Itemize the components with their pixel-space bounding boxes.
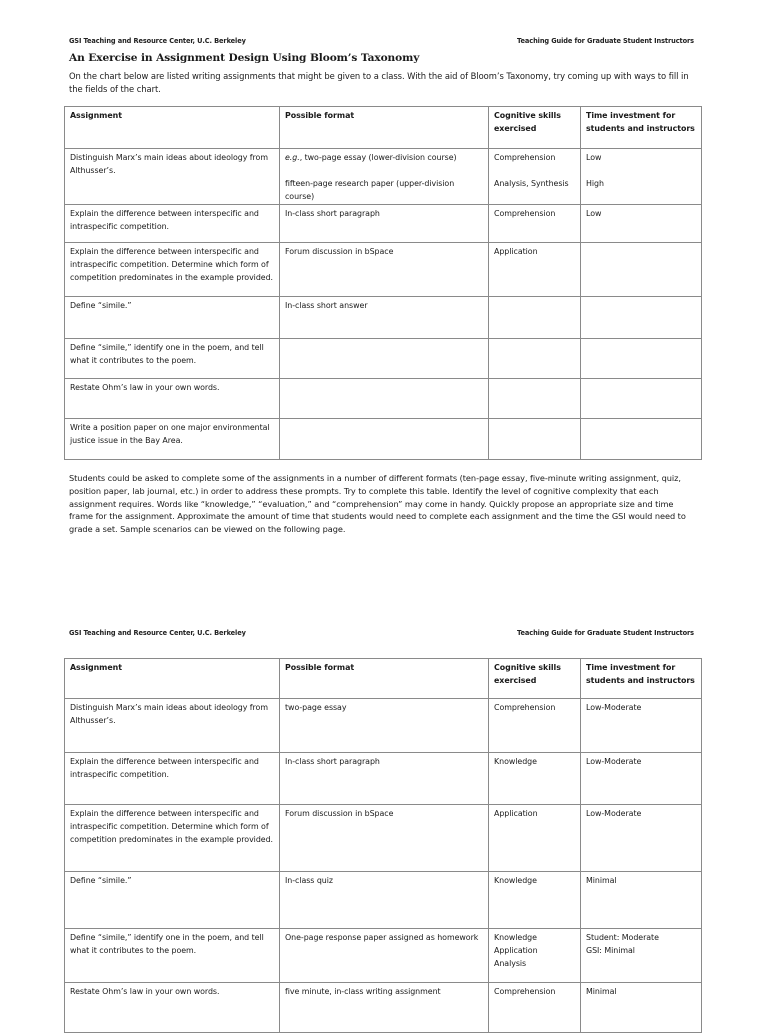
format-cell: two-page essay bbox=[280, 699, 489, 753]
time-cell bbox=[581, 418, 702, 459]
format-cell bbox=[280, 378, 489, 418]
skills-cell bbox=[489, 149, 581, 205]
assignment-cell: Define “simile.” bbox=[65, 296, 280, 338]
assignment-cell: Restate Ohm’s law in your own words. bbox=[65, 378, 280, 418]
time-cell bbox=[581, 296, 702, 338]
time-cell: Minimal bbox=[581, 983, 702, 1033]
skills-cell: Knowledge Application Analysis bbox=[489, 929, 581, 983]
assignment-table-1 bbox=[64, 106, 702, 460]
page-title: An Exercise in Assignment Design Using Bloom’s Taxonomy bbox=[69, 52, 420, 64]
table-row bbox=[65, 296, 702, 338]
skills-cell: Application bbox=[489, 805, 581, 872]
format-cell: In-class quiz bbox=[280, 872, 489, 929]
format-cell: five minute, in-class writing assignment bbox=[280, 983, 489, 1033]
format-cell: Forum discussion in bSpace bbox=[280, 242, 489, 296]
format-cell bbox=[280, 418, 489, 459]
skills-cell: Application bbox=[489, 242, 581, 296]
skills-text: Comprehension bbox=[494, 153, 556, 162]
format-text: , two-page essay (lower-division course) bbox=[299, 153, 457, 162]
table-row bbox=[65, 929, 702, 983]
intro-text: On the chart below are listed writing assignments that might be given to a class. With the aid of Bloom’s Taxonomy, try coming up with ways to fill in the fields of the chart. bbox=[69, 71, 689, 95]
skills-cell: Comprehension bbox=[489, 204, 581, 242]
column-header: Possible format bbox=[280, 659, 489, 699]
table-row bbox=[65, 149, 702, 205]
skills-cell bbox=[489, 378, 581, 418]
time-cell bbox=[581, 338, 702, 378]
skills-cell: Comprehension bbox=[489, 699, 581, 753]
time-cell: Student: Moderate GSI: Minimal bbox=[581, 929, 702, 983]
skills-cell: Knowledge bbox=[489, 753, 581, 805]
column-header: Assignment bbox=[65, 659, 280, 699]
column-header: Possible format bbox=[280, 107, 489, 149]
table-header-row bbox=[65, 659, 702, 699]
assignment-cell: Define “simile.” bbox=[65, 872, 280, 929]
assignment-cell: Explain the difference between interspecific and intraspecific competition. bbox=[65, 204, 280, 242]
format-cell bbox=[280, 149, 489, 205]
table-row bbox=[65, 699, 702, 753]
table-row bbox=[65, 983, 702, 1033]
assignment-cell: Define “simile,” identify one in the poem, and tell what it contributes to the poem. bbox=[65, 338, 280, 378]
format-emphasis: e.g. bbox=[285, 153, 300, 162]
time-cell: Low-Moderate bbox=[581, 699, 702, 753]
time-cell bbox=[581, 378, 702, 418]
table-row bbox=[65, 378, 702, 418]
page1-header bbox=[69, 37, 694, 45]
table-row bbox=[65, 418, 702, 459]
column-header: Time investment for students and instructors bbox=[581, 659, 702, 699]
table-row bbox=[65, 204, 702, 242]
assignment-cell: Explain the difference between interspecific and intraspecific competition. Determine which form of competition predominates in the example provided. bbox=[65, 805, 280, 872]
skills-text-2: Analysis, Synthesis bbox=[494, 179, 569, 189]
assignment-cell: Distinguish Marx’s main ideas about ideology from Althusser’s. bbox=[65, 149, 280, 205]
time-cell bbox=[581, 242, 702, 296]
time-cell bbox=[581, 149, 702, 205]
header-left: GSI Teaching and Resource Center, U.C. Berkeley bbox=[69, 629, 246, 637]
column-header: Time investment for students and instructors bbox=[581, 107, 702, 149]
format-cell: In-class short paragraph bbox=[280, 204, 489, 242]
table-row bbox=[65, 805, 702, 872]
time-text-2: High bbox=[586, 179, 604, 189]
skills-cell bbox=[489, 418, 581, 459]
assignment-cell: Explain the difference between interspecific and intraspecific competition. Determine which form of competition predominates in the example provided. bbox=[65, 242, 280, 296]
format-cell: In-class short answer bbox=[280, 296, 489, 338]
time-cell: Low-Moderate bbox=[581, 753, 702, 805]
format-text-2: fifteen-page research paper (upper-division course) bbox=[285, 179, 455, 202]
skills-cell: Knowledge bbox=[489, 872, 581, 929]
column-header: Assignment bbox=[65, 107, 280, 149]
time-text: Low bbox=[586, 153, 602, 162]
format-cell: Forum discussion in bSpace bbox=[280, 805, 489, 872]
column-header: Cognitive skills exercised bbox=[489, 107, 581, 149]
format-cell: One-page response paper assigned as homework bbox=[280, 929, 489, 983]
table-row bbox=[65, 753, 702, 805]
assignment-cell: Write a position paper on one major environmental justice issue in the Bay Area. bbox=[65, 418, 280, 459]
skills-cell bbox=[489, 296, 581, 338]
assignment-cell: Explain the difference between interspecific and intraspecific competition. bbox=[65, 753, 280, 805]
table-header-row bbox=[65, 107, 702, 149]
assignment-cell: Define “simile,” identify one in the poem, and tell what it contributes to the poem. bbox=[65, 929, 280, 983]
assignment-cell: Distinguish Marx’s main ideas about ideology from Althusser’s. bbox=[65, 699, 280, 753]
header-left: GSI Teaching and Resource Center, U.C. Berkeley bbox=[69, 37, 246, 45]
header-right: Teaching Guide for Graduate Student Instructors bbox=[517, 37, 694, 45]
time-cell: Minimal bbox=[581, 872, 702, 929]
skills-cell: Comprehension bbox=[489, 983, 581, 1033]
assignment-table-2 bbox=[64, 658, 702, 1033]
header-right: Teaching Guide for Graduate Student Instructors bbox=[517, 629, 694, 637]
time-cell: Low-Moderate bbox=[581, 805, 702, 872]
format-cell bbox=[280, 338, 489, 378]
table-row bbox=[65, 338, 702, 378]
column-header: Cognitive skills exercised bbox=[489, 659, 581, 699]
time-cell: Low bbox=[581, 204, 702, 242]
skills-cell bbox=[489, 338, 581, 378]
assignment-cell: Restate Ohm’s law in your own words. bbox=[65, 983, 280, 1033]
instructions-paragraph: Students could be asked to complete some of the assignments in a number of different formats (ten-page essay, five-minute writing assignment, quiz, position paper, lab journal, etc.) in order to address these prompts. Try to complete this table. Identify the level of cognitive complexity that each assignment requires. Words like “knowledge,” “evaluation,” and “comprehension” may come in handy. Quickly propose an appropriate size and time frame for the assignment. Approximate the amount of time that students would need to complete each assignment and the time the GSI would need to grade a set. Sample scenarios can be viewed on the following page. bbox=[69, 473, 686, 535]
table-row bbox=[65, 872, 702, 929]
format-cell: In-class short paragraph bbox=[280, 753, 489, 805]
page2-header bbox=[69, 629, 694, 637]
table-row bbox=[65, 242, 702, 296]
